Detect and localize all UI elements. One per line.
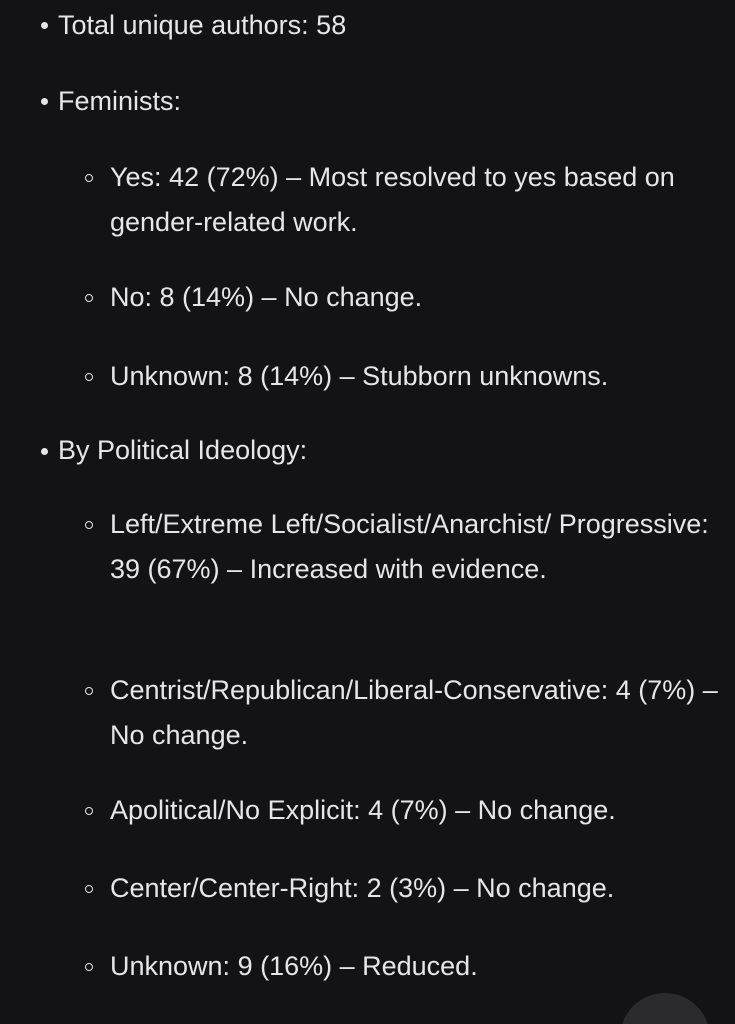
list-item-political-ideology: By Political Ideology: bbox=[58, 435, 308, 465]
bullet-disc bbox=[41, 448, 48, 455]
list-item-feminists-unknown: Unknown: 8 (14%) – Stubborn unknowns. bbox=[110, 361, 609, 391]
bullet-circle bbox=[85, 521, 93, 529]
list-item-ideology-left: Left/Extreme Left/Socialist/Anarchist/ Progressive: 39 (67%) – Increased with evidence. bbox=[110, 509, 709, 584]
bullet-circle bbox=[85, 963, 93, 971]
list-item-ideology-center-right: Center/Center-Right: 2 (3%) – No change. bbox=[110, 873, 615, 903]
bullet-circle bbox=[85, 174, 93, 182]
bullet-circle bbox=[85, 807, 93, 815]
bullet-disc bbox=[41, 98, 48, 105]
list-item-feminists-yes: Yes: 42 (72%) – Most resolved to yes based on gender-related work. bbox=[110, 162, 675, 237]
bullet-circle bbox=[85, 687, 93, 695]
bullet-circle bbox=[85, 885, 93, 893]
list-item-feminists: Feminists: bbox=[58, 86, 182, 116]
bullet-circle bbox=[85, 373, 93, 381]
bullet-disc bbox=[41, 22, 48, 29]
list-item-ideology-apolitical: Apolitical/No Explicit: 4 (7%) – No change. bbox=[110, 795, 616, 825]
list-item-ideology-centrist: Centrist/Republican/Liberal-Conservative: 4 (7%) – No change. bbox=[110, 675, 718, 750]
bullet-circle bbox=[85, 294, 93, 302]
list-item-ideology-unknown: Unknown: 9 (16%) – Reduced. bbox=[110, 951, 478, 981]
list-item-total-authors: Total unique authors: 58 bbox=[58, 10, 347, 40]
list-item-feminists-no: No: 8 (14%) – No change. bbox=[110, 282, 423, 312]
